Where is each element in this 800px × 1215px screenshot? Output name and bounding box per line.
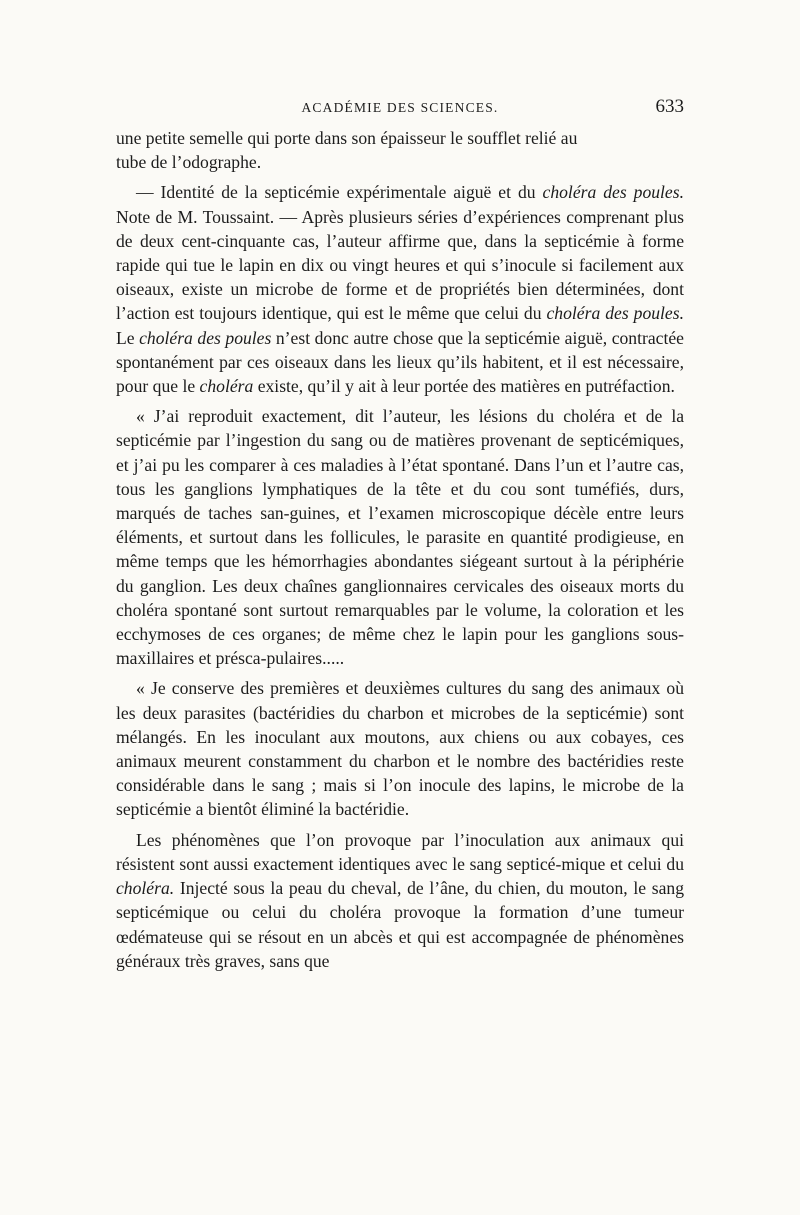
italic-run: des poules xyxy=(197,327,272,348)
italic-run: choléra des xyxy=(542,182,627,203)
text-run: pulaires..... xyxy=(266,648,345,669)
text-run: de la septicémie) sont mélangés. En les inoculant aux moutons, aux xyxy=(116,702,684,747)
text-run: Les phénomènes que l’on provoque par l’inoculation aux animaux xyxy=(136,829,652,850)
text-line: une petite semelle qui porte dans son épaisseur le soufflet relié au xyxy=(116,128,578,148)
italic-run: choléra xyxy=(199,376,254,397)
text-run: la formation d’une tumeur œdémateuse qui se résout en un abcès et xyxy=(116,902,684,947)
text-run: de septicémiques, et j’ai pu les comparer à ces maladies à l’état xyxy=(116,430,684,475)
text-run: « J’ai reproduit exactement, dit l’auteur, les lésions du choléra et xyxy=(136,406,637,427)
text-run: spontané. Dans l’un et l’autre cas, tous les ganglions lymphatiques xyxy=(116,454,684,499)
text-run: Note de M. Toussaint. — Après plusieurs séries d’expériences xyxy=(116,206,561,227)
text-run: chiens ou aux cobayes, ces animaux meurent constamment du xyxy=(116,726,684,772)
text-run: de la tête et du cou sont tuméfiés, durs, marqués de taches san- xyxy=(116,478,684,524)
text-run: des oiseaux morts du choléra spontané sont surtout remarquables xyxy=(116,575,685,620)
text-run: existe, qu’il y ait à leur portée des xyxy=(253,376,497,397)
text-run: spontanément par ces oiseaux dans les lieux qu’ils habitent, et il est xyxy=(116,351,602,372)
text-run: nécessaire, pour que le xyxy=(116,351,684,397)
page-number: 633 xyxy=(655,96,684,117)
running-header xyxy=(116,96,684,126)
running-title: ACADÉMIE DES SCIENCES. xyxy=(301,100,499,115)
text-run: qui résistent sont aussi exactement identiques avec le sang septicé- xyxy=(116,829,684,874)
text-run: dans la septicémie à forme rapide qui tue le lapin en dix ou vingt xyxy=(116,230,685,276)
paragraph-3 xyxy=(116,404,684,670)
paragraph-1 xyxy=(116,126,684,174)
text-run: par le volume, la coloration et les ecchymoses de ces organes; de xyxy=(116,599,684,645)
text-run: de la septicémie par l’ingestion du sang ou de matières provenant xyxy=(116,406,685,451)
text-run: de forme et de propriétés bien déterminées, dont l’action est toujours xyxy=(116,279,684,324)
text-run: surtout dans les follicules, le parasite en quantité prodigieuse, en xyxy=(209,527,685,548)
text-run: mique et celui du xyxy=(561,853,684,874)
italic-run: choléra xyxy=(139,327,193,348)
text-run: périphérie du ganglion. Les deux chaînes ganglionnaires cervicales xyxy=(116,551,684,596)
italic-run: poules. xyxy=(633,182,684,203)
text-run: charbon et le nombre des bactéridies reste considérable dans le xyxy=(116,751,684,796)
text-run: n’est donc autre chose que la septicémie aiguë, contractée xyxy=(271,327,684,348)
italic-run: choléra. xyxy=(116,878,175,899)
italic-run: choléra des poules. xyxy=(546,303,684,324)
text-run: chien, du mouton, le sang septicémique ou celui du choléra provoque xyxy=(116,878,684,923)
text-run: — Identité de la septicémie expérimentale aiguë et du xyxy=(136,182,543,203)
document-page xyxy=(116,96,684,973)
paragraph-4 xyxy=(116,676,684,821)
text-run: heures et qui s’inocule si facilement aux oiseaux, existe un microbe xyxy=(116,255,684,300)
text-run: a bientôt éliminé la bactéridie. xyxy=(195,799,410,820)
text-run: matières en putréfaction. xyxy=(500,376,675,397)
text-run: qui est accompagnée de phénomènes généraux très graves, sans que xyxy=(116,926,684,971)
text-run: même temps que les hémorrhagies abondantes siégeant surtout à la xyxy=(116,551,607,572)
text-run: animaux où les deux parasites (bactéridies du charbon et microbes xyxy=(116,678,685,723)
text-run: identique, qui est le même que celui du xyxy=(261,303,547,324)
text-run: sang ; mais si l’on inocule des lapins, le microbe de la septicémie xyxy=(116,775,684,820)
text-run: même chez le lapin pour les ganglions sous-maxillaires et présca- xyxy=(116,624,685,669)
text-run: guines, et l’examen microscopique décèle entre leurs éléments, et xyxy=(116,503,684,548)
text-run: Le xyxy=(116,327,140,348)
text-run: « Je conserve des premières et deuxièmes cultures du sang des xyxy=(136,678,594,699)
text-run: Injecté sous la peau du cheval, de l’âne, du xyxy=(174,878,493,899)
text-line: tube de l’odographe. xyxy=(116,152,262,173)
paragraph-5 xyxy=(116,828,684,973)
text-run: comprenant plus de deux cent-cinquante cas, l’auteur affirme que, xyxy=(116,206,684,251)
paragraph-2 xyxy=(116,180,684,398)
